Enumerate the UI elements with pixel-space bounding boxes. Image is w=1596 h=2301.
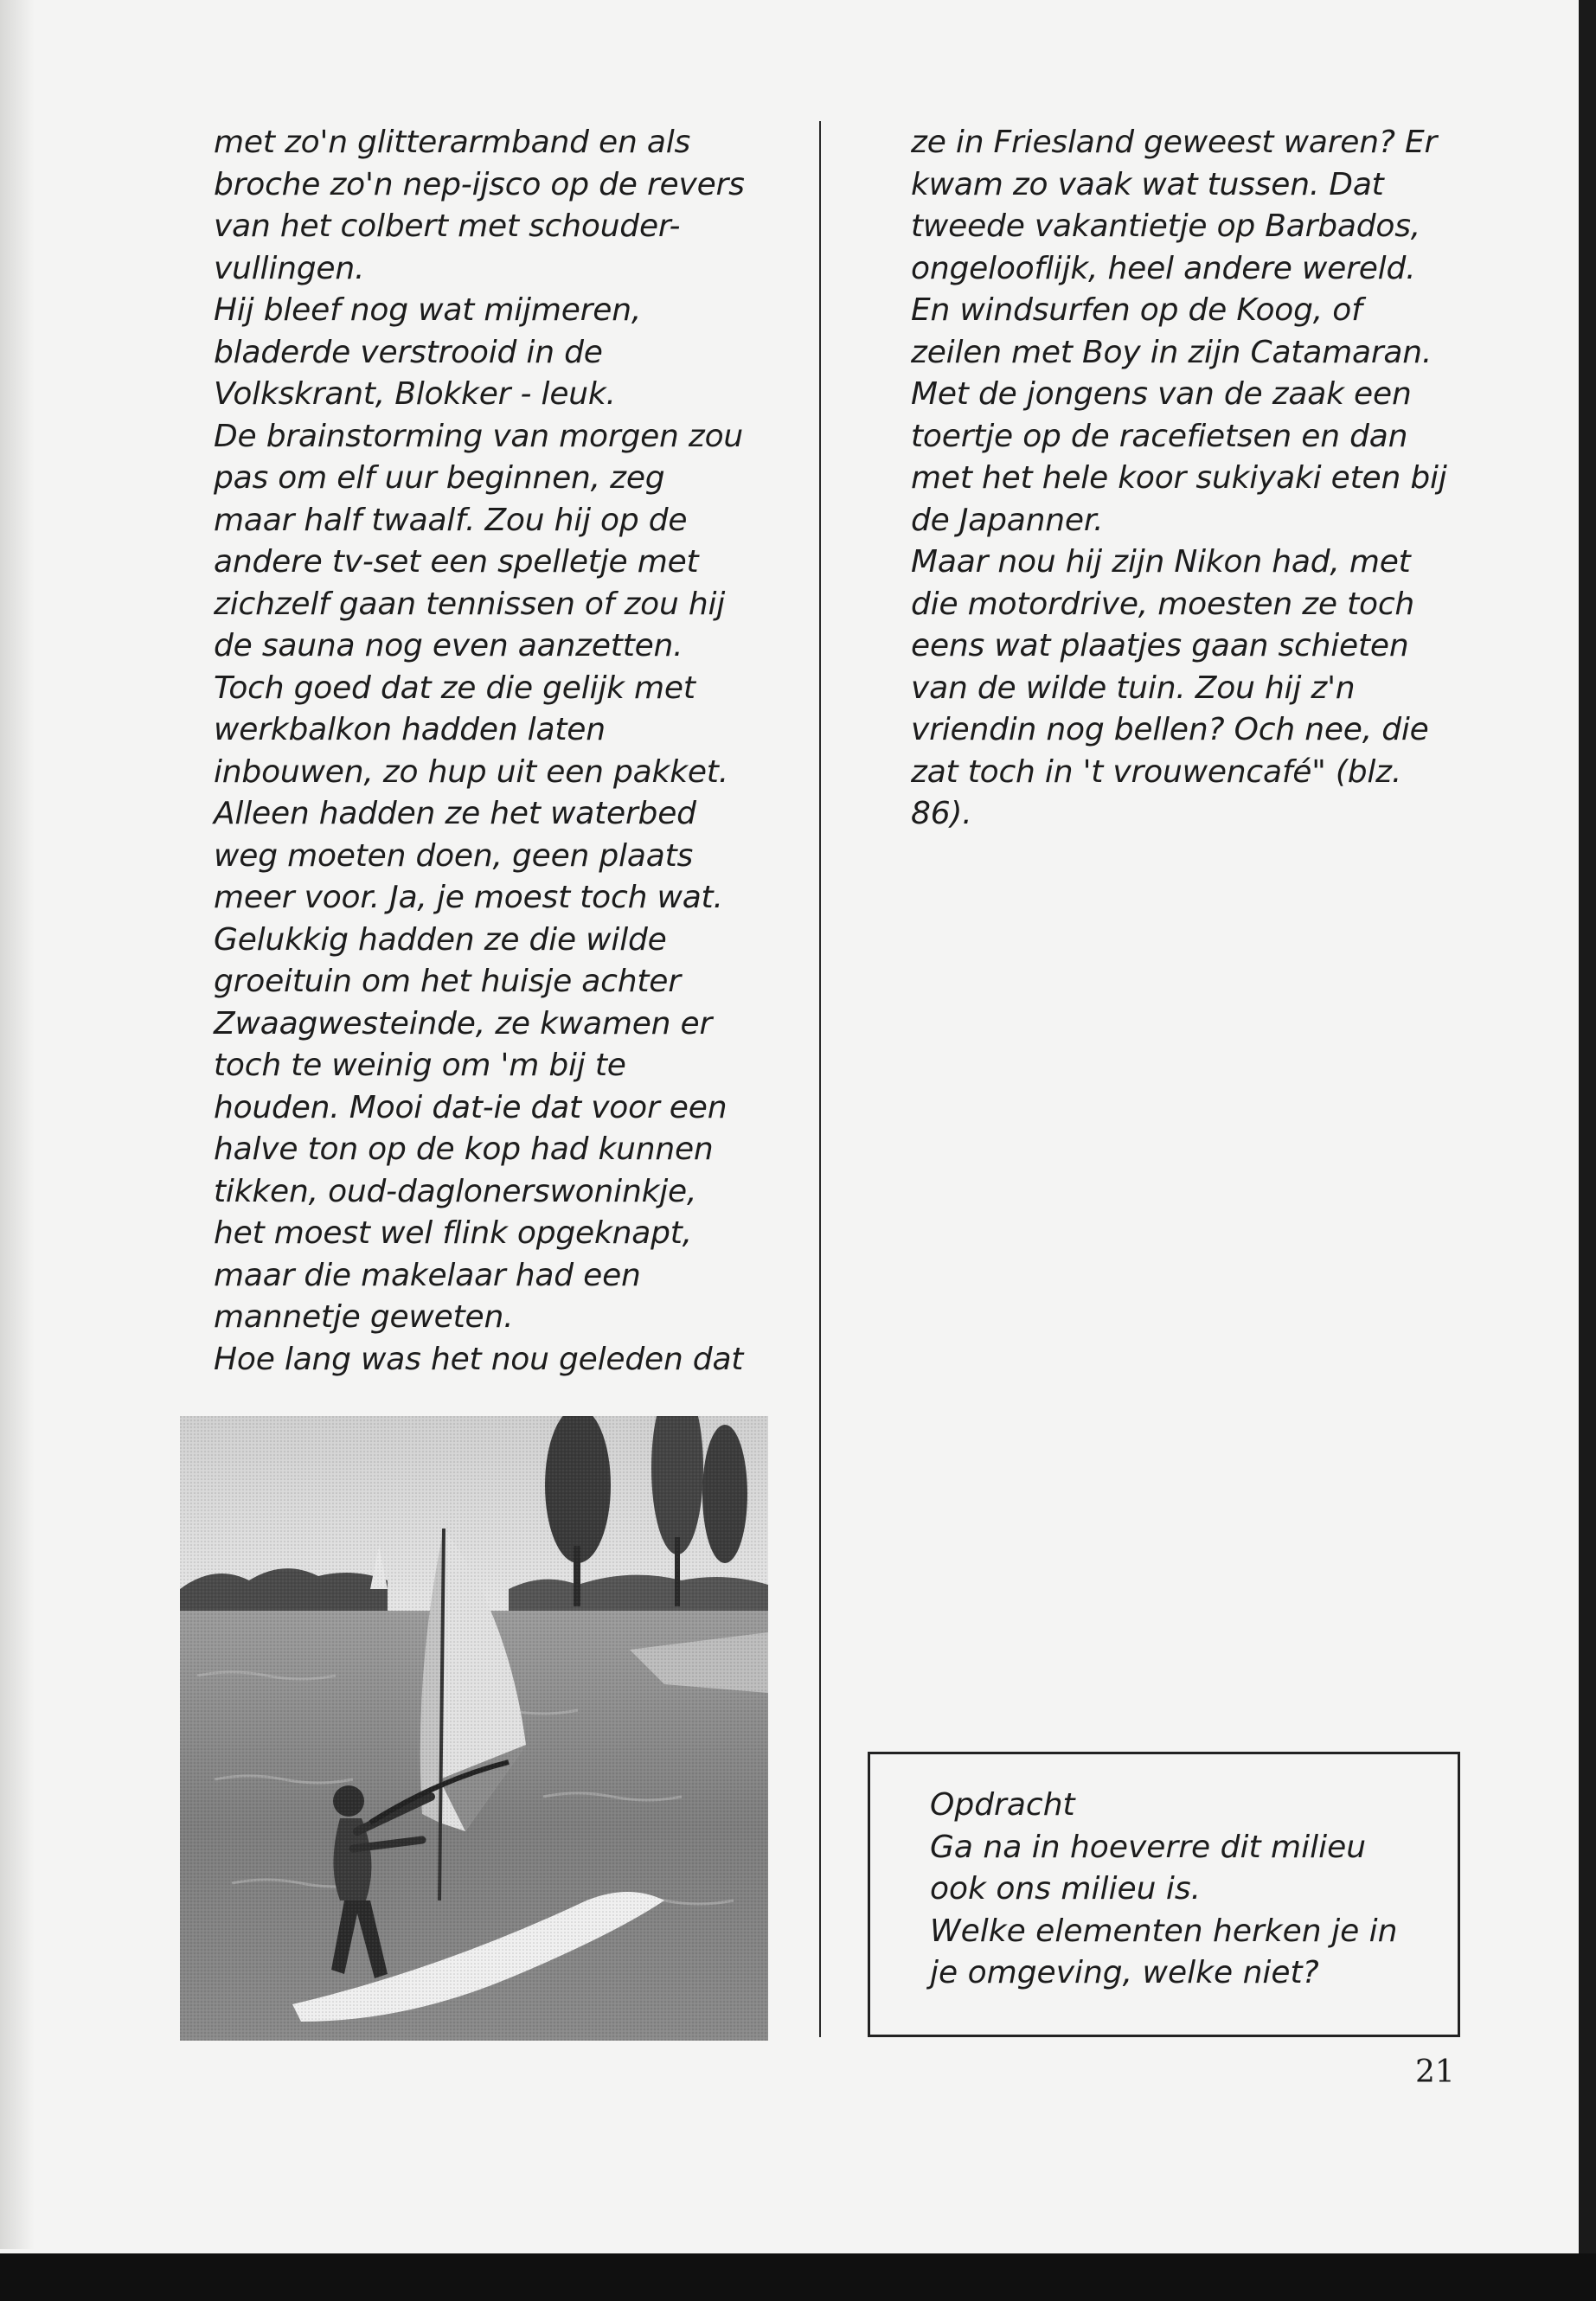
windsurfer-illustration bbox=[180, 1416, 768, 2041]
text-line: weg moeten doen, geen plaats bbox=[214, 837, 694, 874]
windsurfer-photo bbox=[180, 1416, 768, 2041]
assignment-line: Welke elementen herken je in bbox=[930, 1913, 1398, 1949]
text-line: pas om elf uur beginnen, zeg bbox=[214, 460, 665, 496]
text-line: meer voor. Ja, je moest toch wat. bbox=[214, 880, 723, 915]
assignment-title: Opdracht bbox=[930, 1787, 1075, 1823]
column-divider bbox=[819, 121, 821, 2037]
text-line: toch te weinig om 'm bij te bbox=[214, 1048, 626, 1083]
text-line: ongelooflijk, heel andere wereld. bbox=[911, 250, 1416, 286]
text-line: die motordrive, moesten ze toch bbox=[911, 586, 1415, 622]
assignment-line: Ga na in hoeverre dit milieu bbox=[930, 1829, 1367, 1865]
text-line: inbouwen, zo hup uit een pakket. bbox=[214, 753, 728, 790]
text-line: zeilen met Boy in zijn Catamaran. bbox=[911, 334, 1433, 370]
text-line: zichzelf gaan tennissen of zou hij bbox=[214, 586, 726, 622]
text-line: andere tv-set een spelletje met bbox=[214, 544, 699, 580]
text-line: vriendin nog bellen? Och nee, die bbox=[911, 712, 1429, 747]
text-line: de sauna nog even aanzetten. bbox=[214, 628, 683, 663]
text-line: werkbalkon hadden laten bbox=[214, 712, 606, 747]
text-line: van de wilde tuin. Zou hij z'n bbox=[911, 670, 1356, 706]
text-line: kwam zo vaak wat tussen. Dat bbox=[911, 166, 1384, 202]
text-line: groeituin om het huisje achter bbox=[214, 964, 681, 999]
text-line: Volkskrant, Blokker - leuk. bbox=[214, 376, 616, 412]
scan-edge-right bbox=[1579, 0, 1596, 2301]
text-line: Alleen hadden ze het waterbed bbox=[214, 796, 696, 831]
scan-edge-bottom bbox=[0, 2253, 1596, 2301]
text-line: Met de jongens van de zaak een bbox=[911, 376, 1412, 412]
text-line: met het hele koor sukiyaki eten bij bbox=[911, 460, 1447, 496]
assignment-text bbox=[930, 1785, 1397, 1995]
text-line: eens wat plaatjes gaan schieten bbox=[911, 628, 1409, 663]
text-line: toertje op de racefietsen en dan bbox=[911, 418, 1408, 454]
assignment-line: ook ons milieu is. bbox=[930, 1871, 1202, 1907]
text-line: met zo'n glitterarmband en als bbox=[214, 125, 691, 160]
text-line: zat toch in 't vrouwencafé" (blz. bbox=[911, 753, 1402, 790]
text-line: Toch goed dat ze die gelijk met bbox=[214, 670, 695, 706]
text-line: van het colbert met schouder- bbox=[214, 208, 681, 244]
text-line: Hoe lang was het nou geleden dat bbox=[214, 1341, 744, 1377]
text-line: Gelukkig hadden ze die wilde bbox=[214, 921, 667, 958]
text-line: mannetje geweten. bbox=[214, 1299, 514, 1335]
text-line: En windsurfen op de Koog, of bbox=[911, 292, 1362, 328]
left-text-column bbox=[214, 122, 776, 1381]
text-line: maar die makelaar had een bbox=[214, 1257, 641, 1293]
text-line: tikken, oud-daglonerswoninkje, bbox=[214, 1173, 697, 1209]
text-line: maar half twaalf. Zou hij op de bbox=[214, 502, 688, 538]
text-line: het moest wel flink opgeknapt, bbox=[214, 1215, 692, 1251]
text-line: 86). bbox=[911, 796, 972, 831]
text-line: Hij bleef nog wat mijmeren, bbox=[214, 292, 642, 328]
text-line: houden. Mooi dat-ie dat voor een bbox=[214, 1089, 727, 1125]
text-line: vullingen. bbox=[214, 250, 365, 286]
page-number: 21 bbox=[1415, 2054, 1455, 2090]
right-text-column bbox=[911, 122, 1482, 836]
text-line: bladerde verstrooid in de bbox=[214, 334, 603, 370]
text-line: Zwaagwesteinde, ze kwamen er bbox=[214, 1005, 713, 1042]
text-line: broche zo'n nep-ijsco op de revers bbox=[214, 166, 745, 202]
assignment-line: je omgeving, welke niet? bbox=[930, 1955, 1319, 1990]
text-line: halve ton op de kop had kunnen bbox=[214, 1131, 714, 1167]
binding-shadow bbox=[0, 0, 35, 2249]
text-line: de Japanner. bbox=[911, 502, 1104, 538]
text-line: tweede vakantietje op Barbados, bbox=[911, 208, 1421, 244]
text-line: ze in Friesland geweest waren? Er bbox=[911, 125, 1438, 160]
text-line: De brainstorming van morgen zou bbox=[214, 418, 744, 454]
text-line: Maar nou hij zijn Nikon had, met bbox=[911, 544, 1411, 580]
